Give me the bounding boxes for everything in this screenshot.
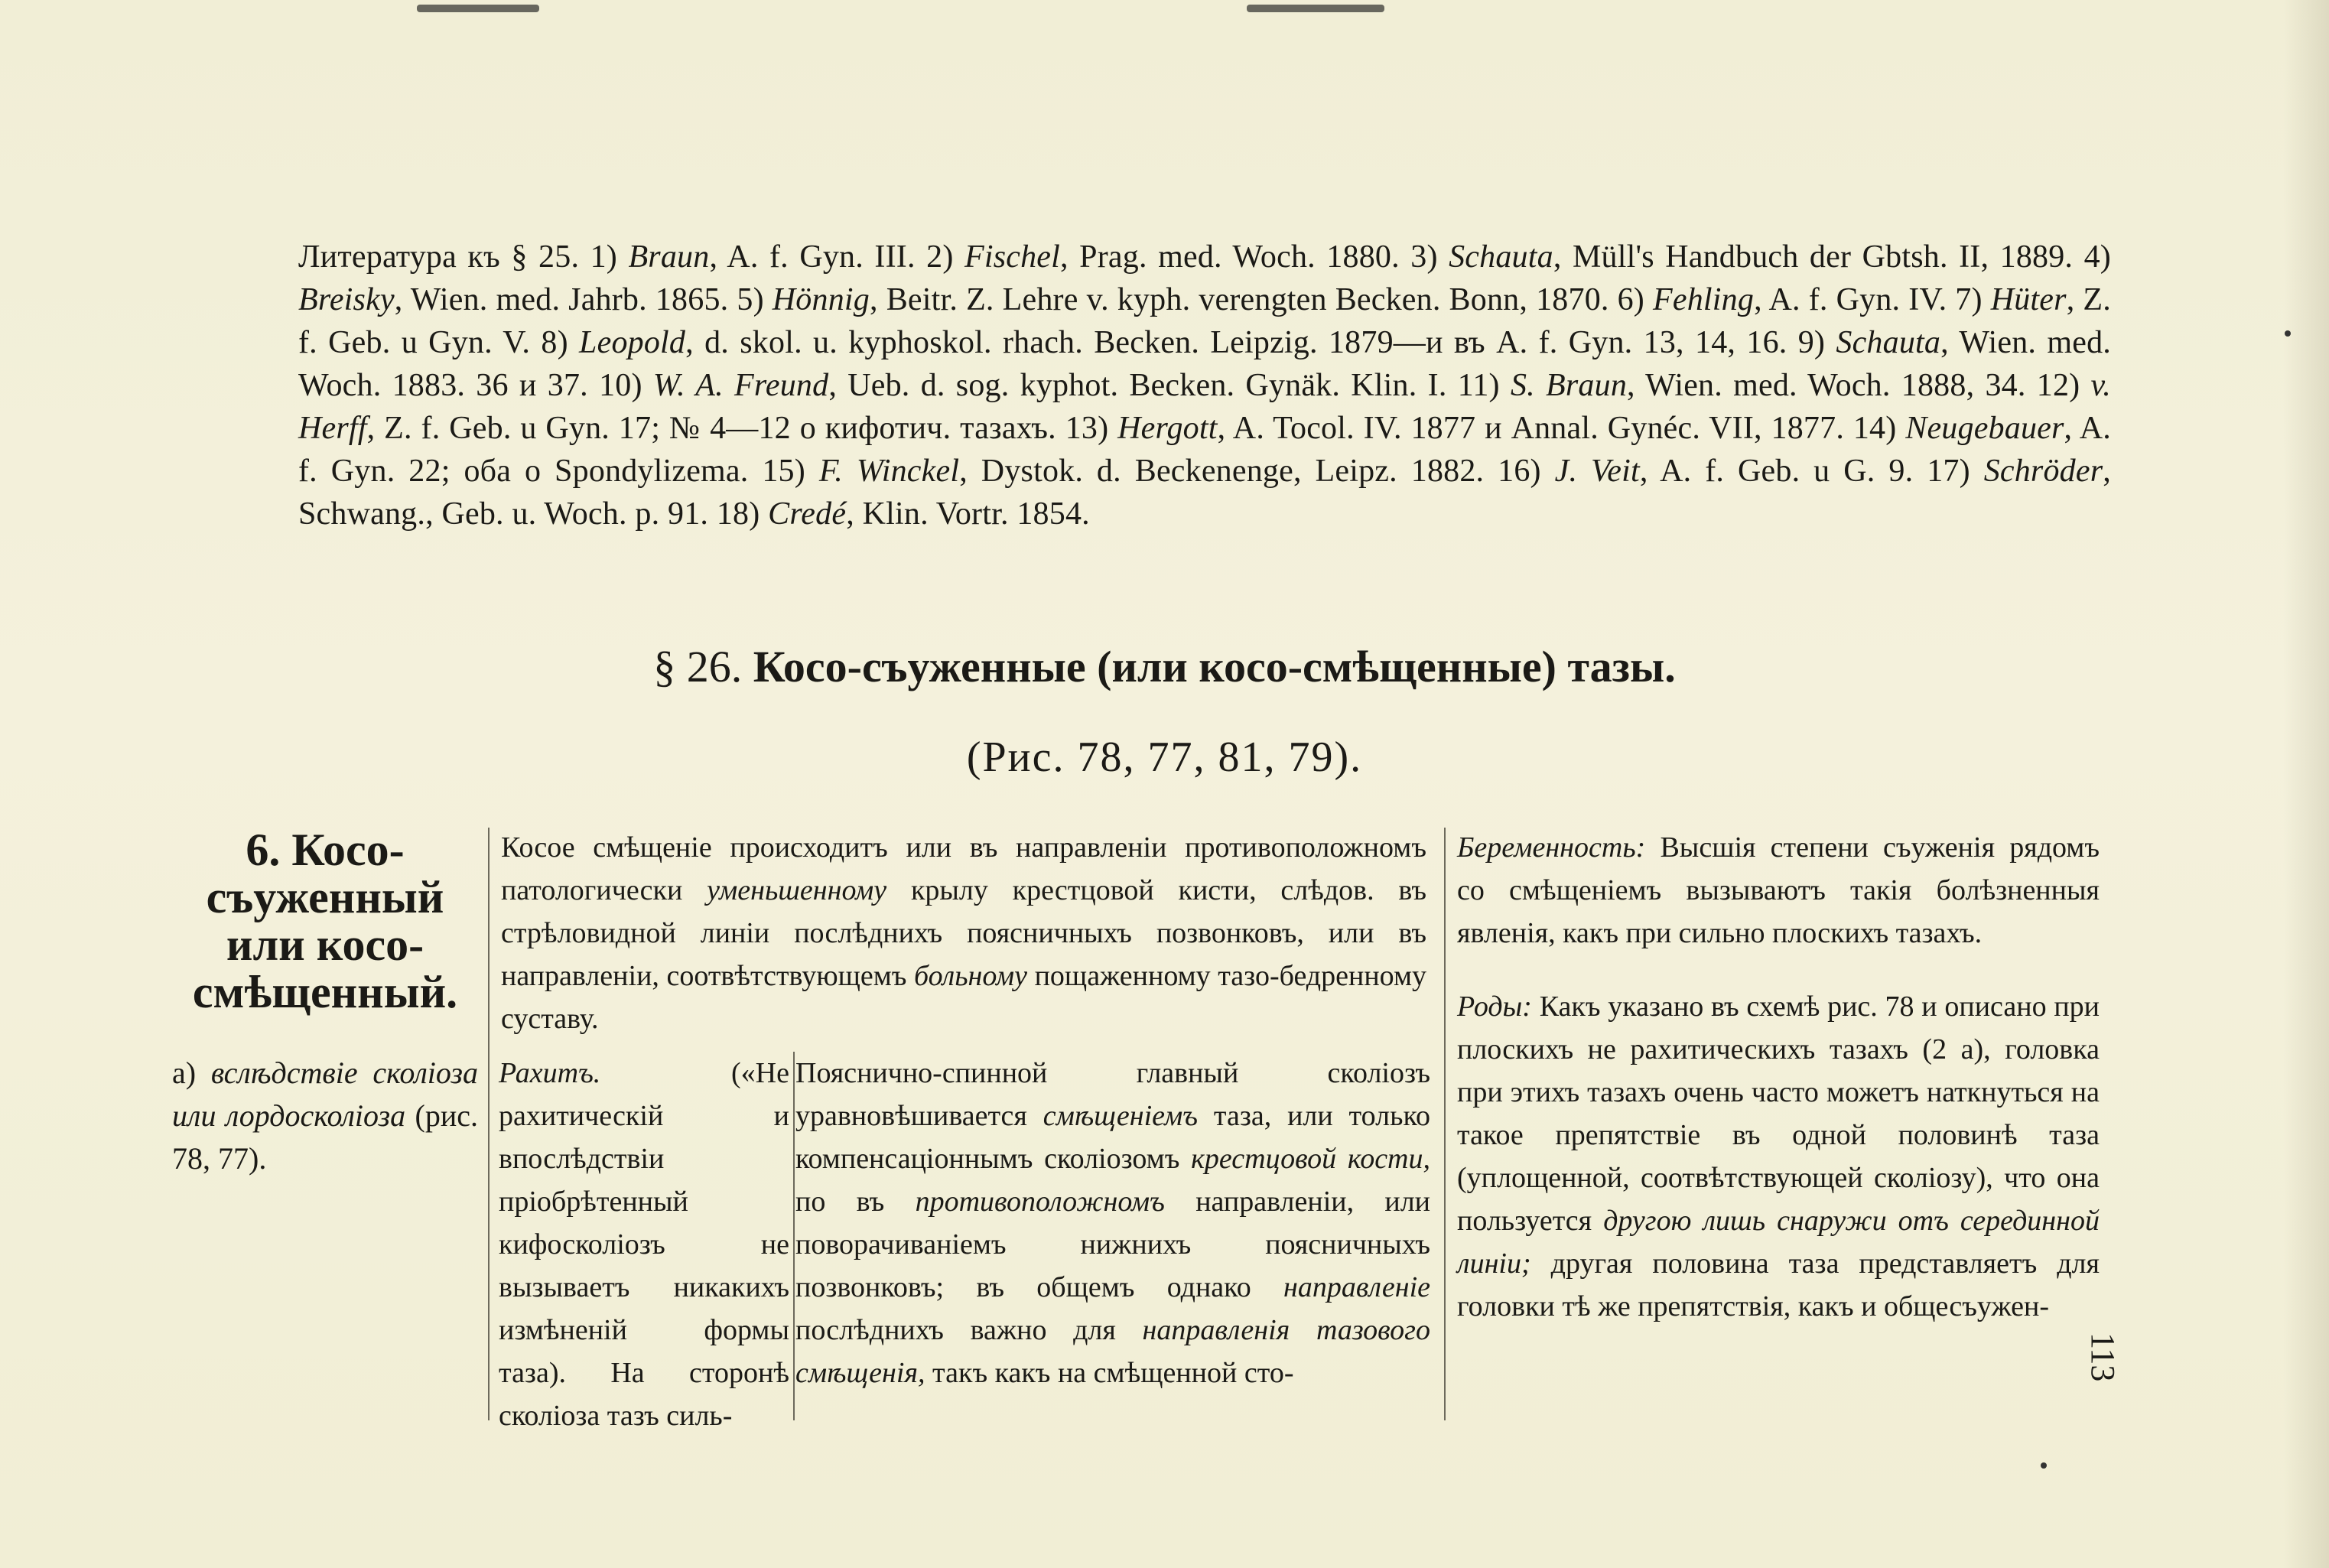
lumbar-text: Пояснично-спинной главный сколіозъ уравновѣшивается — [795, 1057, 1430, 1132]
literature-ref: , Schwang., Geb. u. Woch. p. 91. — [298, 454, 2111, 532]
literature-author: Schauta — [1836, 325, 1941, 360]
literature-number: 15) — [762, 454, 819, 489]
literature-ref: , Dystok. d. Beckenenge, Leipz. 1882. — [959, 454, 1498, 489]
side-note-letter: а) — [172, 1056, 197, 1090]
section-title-text: Косо-съуженные (или косо-смѣщенные) тазы. — [753, 642, 1676, 691]
literature-author: Neugebauer — [1905, 411, 2064, 446]
column-divider — [793, 1052, 795, 1420]
lumbar-emphasis: направленіе — [1283, 1271, 1430, 1303]
intro-paragraph — [501, 826, 1426, 1040]
literature-block — [298, 236, 2111, 535]
literature-ref: , A. Tocol. IV. 1877 и Annal. Gynéc. VII, 1877. — [1217, 411, 1853, 446]
literature-item — [737, 282, 1617, 317]
literature-number: 10) — [599, 368, 653, 403]
literature-number: 9) — [1797, 325, 1836, 360]
literature-ref: , Wien. med. Woch. 1883. 36 и 37. — [298, 325, 2111, 403]
intro-text: Косое смѣщеніе происходитъ или въ направленіи противоположномъ патологически — [501, 831, 1426, 906]
literature-number: 6) — [1617, 282, 1654, 317]
literature-item — [590, 239, 927, 275]
literature-item — [1498, 454, 1927, 489]
literature-ref: , d. skol. u. kyphoskol. rhach. Becken. Leipzig. 1879—и въ A. f. Gyn. 13, 14, 16. — [685, 325, 1798, 360]
intro-text: пощаженному тазо-бедренному суставу. — [501, 960, 1426, 1035]
lumbar-text: направленіи, или поворачиваніемъ нижнихъ поясничныхъ позвонковъ; въ общемъ однако — [795, 1186, 1431, 1303]
lumbar-text: таза, или только компенсаціоннымъ сколіозомъ — [795, 1100, 1430, 1175]
literature-ref: , Klin. Vortr. 1854. — [846, 496, 1090, 532]
literature-author: W. A. Freund — [652, 368, 829, 403]
literature-number: 7) — [1955, 282, 1991, 317]
labor-emphasis: другою лишь снаружи отъ серединной линіи; — [1457, 1205, 2100, 1280]
lumbar-emphasis: крестцовой кости, — [1191, 1143, 1430, 1175]
literature-author: Braun — [628, 239, 710, 275]
labor-paragraph — [1457, 985, 2100, 1328]
literature-number: 3) — [1410, 239, 1449, 275]
intro-emphasis: больному — [913, 960, 1028, 992]
literature-author: Hergott — [1117, 411, 1218, 446]
literature-ref: , A. f. Geb. u G. 9. — [1639, 454, 1927, 489]
literature-author: Credé — [768, 496, 847, 532]
literature-ref: , Z. f. Geb. u Gyn. V. — [298, 282, 2111, 360]
literature-number: 13) — [1065, 411, 1118, 446]
side-heading: 6. Косо-съуженный или косо-смѣщенный. — [192, 825, 458, 1017]
literature-number: 1) — [590, 239, 629, 275]
literature-author: Hüter — [1990, 282, 2067, 317]
literature-number: 5) — [737, 282, 773, 317]
side-note — [172, 1052, 478, 1180]
literature-author: Hönnig — [772, 282, 870, 317]
section-subtitle: (Рис. 78, 77, 81, 79). — [966, 734, 1363, 781]
lumbar-text: послѣднихъ важно для — [795, 1314, 1116, 1346]
pregnancy-label: Беременность: — [1457, 831, 1646, 864]
lumbar-emphasis: смѣщеніемъ — [1043, 1100, 1199, 1132]
side-note-ref: (рис. 78, 77). — [172, 1098, 479, 1176]
literature-author: F. Winckel — [818, 454, 960, 489]
literature-item — [541, 325, 1797, 360]
column-divider — [488, 828, 490, 1420]
literature-ref: , A. f. Gyn. IV. — [1754, 282, 1956, 317]
intro-emphasis: уменьшенному — [707, 874, 887, 906]
literature-ref: , A. f. Gyn. 22; оба о Spondylizema. — [298, 411, 2111, 489]
lumbar-paragraph — [795, 1052, 1430, 1394]
lumbar-emphasis: направленія тазового смѣщенія, — [795, 1314, 1430, 1389]
literature-label: Литература къ § 25. — [298, 239, 590, 275]
literature-number: 14) — [1852, 411, 1906, 446]
literature-author: J. Veit — [1554, 454, 1640, 489]
top-print-mark — [1247, 5, 1384, 12]
literature-number: 4) — [2083, 239, 2111, 275]
literature-item — [1618, 282, 1956, 317]
top-print-mark — [417, 5, 539, 12]
literature-number: 11) — [1457, 368, 1511, 403]
right-column — [1457, 826, 2100, 1328]
labor-text: Какъ указано въ схемѣ рис. 78 и описано при плоскихъ не рахитическихъ тазахъ (2 а), головка при этихъ тазахъ очень часто можетъ наткнуться на такое препятствіе въ одной половинѣ таза (уплощенной, соотвѣтствующей сколіозу), что она пользуется — [1457, 991, 2100, 1237]
pregnancy-paragraph — [1457, 826, 2100, 955]
rachitis-label: Рахитъ. — [499, 1057, 601, 1089]
literature-number: 2) — [926, 239, 964, 275]
literature-ref: , Müll's Handbuch der Gbtsh. II, 1889. — [1553, 239, 2084, 275]
literature-author: Schauta — [1449, 239, 1553, 275]
literature-item — [1065, 411, 1853, 446]
literature-ref: , Beitr. Z. Lehre v. kyph. verengten Becken. Bonn, 1870. — [869, 282, 1618, 317]
literature-item — [926, 239, 1410, 275]
literature-ref: , Prag. med. Woch. 1880. — [1060, 239, 1411, 275]
literature-number: 8) — [541, 325, 580, 360]
literature-number: 17) — [1927, 454, 1984, 489]
side-note-italic: вслѣдствіе сколіоза или лордосколіоза — [172, 1056, 478, 1133]
literature-item — [762, 454, 1498, 489]
pregnancy-text: Высшія степени съуженія рядомъ со смѣщеніемъ вызываютъ такія болѣзненныя явленія, какъ при сильно плоскихъ тазахъ. — [1457, 831, 2100, 949]
literature-ref: , Ueb. d. sog. kyphot. Becken. Gynäk. Klin. I. — [828, 368, 1458, 403]
literature-number: 16) — [1498, 454, 1555, 489]
column-divider — [1444, 828, 1446, 1420]
literature-author: Schröder — [1983, 454, 2103, 489]
page-number: 113 — [2084, 1332, 2122, 1382]
literature-item — [599, 368, 1458, 403]
labor-text: другая половина таза представляетъ для головки тѣ же препятствія, какъ и общесъужен- — [1457, 1248, 2100, 1322]
labor-label: Роды: — [1457, 991, 1532, 1023]
intro-text: крылу крестцовой кисти, слѣдов. въ стрѣловидной линіи послѣднихъ поясничныхъ позвонковъ, или въ направленіи, соотвѣтствующемъ — [501, 874, 1427, 992]
lumbar-text: по въ — [795, 1186, 885, 1218]
rachitis-paragraph — [499, 1052, 789, 1437]
literature-number: 12) — [2036, 368, 2091, 403]
literature-ref: , A. f. Gyn. III. — [709, 239, 927, 275]
literature-item — [717, 496, 1090, 532]
literature-ref: , Wien. med. Jahrb. 1865. — [394, 282, 737, 317]
literature-number: 18) — [716, 496, 769, 532]
section-symbol: § 26. — [653, 642, 743, 691]
literature-author: S. Braun — [1510, 368, 1628, 403]
section-title — [0, 641, 2329, 692]
literature-item — [1410, 239, 2083, 275]
literature-author: Breisky — [298, 282, 395, 317]
lumbar-text: такъ какъ на смѣщенной сто- — [932, 1357, 1294, 1389]
literature-ref: , Wien. med. Woch. 1888, 34. — [1627, 368, 2037, 403]
ink-dot — [2285, 330, 2291, 337]
literature-item — [1458, 368, 2037, 403]
lumbar-emphasis: противоположномъ — [915, 1186, 1165, 1218]
literature-author: Fischel — [964, 239, 1061, 275]
page-edge-shadow — [2283, 0, 2329, 1568]
literature-author: v. Herff — [298, 368, 2111, 446]
literature-ref: , Z. f. Geb. u Gyn. 17; № 4—12 о кифотич. тазахъ. — [366, 411, 1065, 446]
ink-dot — [2041, 1462, 2047, 1469]
rachitis-text: («Не рахитическій и впослѣдствіи пріобрѣтенный кифосколіозъ не вызываетъ никакихъ измѣненій формы таза). На сторонѣ сколіоза тазъ силь- — [499, 1057, 789, 1432]
literature-author: Fehling — [1653, 282, 1755, 317]
literature-author: Leopold — [579, 325, 686, 360]
